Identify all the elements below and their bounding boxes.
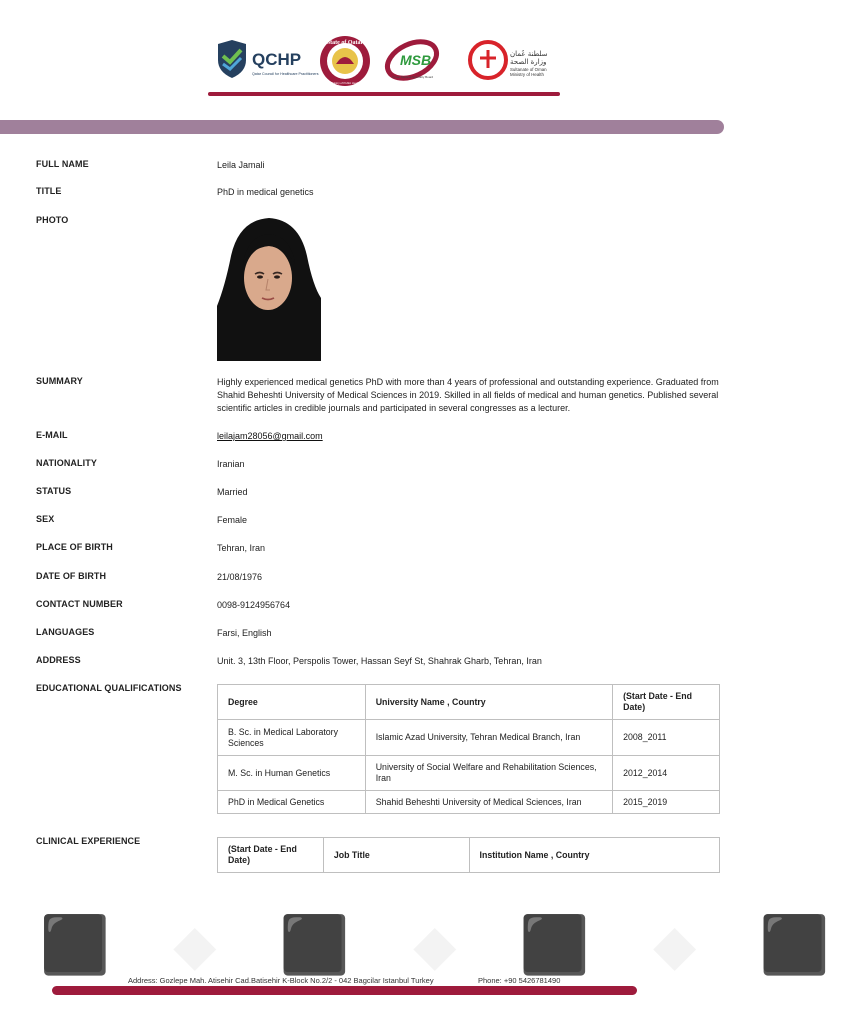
table-row: [218, 720, 720, 756]
oman-ministry-logo: [466, 34, 562, 86]
omsb-logo: [382, 34, 456, 86]
omsb-logo-subtext: Oman Medical Specialty Board: [392, 75, 434, 79]
profile-photo: [217, 216, 321, 361]
qatar-seal-text: State of Qatar: [326, 40, 364, 46]
email-link[interactable]: leilajam28056@gmail.com: [217, 431, 323, 441]
email-label: E-MAIL: [36, 430, 68, 440]
contact-value: 0098-9124956764: [217, 600, 291, 610]
education-dates-cell: 2008_2011: [613, 720, 720, 756]
state-of-qatar-seal: [318, 34, 372, 86]
table-row: [218, 791, 720, 814]
place-of-birth-label: PLACE OF BIRTH: [36, 542, 113, 552]
education-table: [217, 684, 720, 814]
sex-label: SEX: [36, 514, 55, 524]
oman-logo-text: Sultanate of Oman: [510, 67, 547, 72]
place-of-birth-value: Tehran, Iran: [217, 543, 266, 553]
photo-label: PHOTO: [36, 215, 69, 225]
address-label: ADDRESS: [36, 655, 81, 665]
footer-divider: [52, 986, 637, 995]
education-university-cell: Islamic Azad University, Tehran Medical Branch, Iran: [365, 720, 612, 756]
svg-text:سلطنة عُمان: سلطنة عُمان: [510, 50, 548, 58]
date-of-birth-label: DATE OF BIRTH: [36, 571, 107, 581]
nationality-label: NATIONALITY: [36, 458, 97, 468]
title-label: TITLE: [36, 186, 62, 196]
full-name-label: FULL NAME: [36, 159, 89, 169]
education-header-degree: Degree: [218, 685, 366, 720]
header-logos: [214, 34, 564, 90]
table-row: [218, 756, 720, 791]
nationality-value: Iranian: [217, 459, 245, 469]
education-header-dates: (Start Date - End Date): [613, 685, 720, 720]
education-degree-cell: B. Sc. in Medical Laboratory Sciences: [218, 720, 366, 756]
education-label: EDUCATIONAL QUALIFICATIONS: [36, 683, 182, 693]
education-header-row: [218, 685, 720, 720]
qchp-logo-subtext: Qatar Council for Healthcare Practitioners: [252, 72, 319, 76]
footer-phone: Phone: +90 5426781490: [478, 976, 561, 985]
summary-value: Highly experienced medical genetics PhD with more than 4 years of professional and outstanding experience. Graduated from Shahid Beheshti University of Medical Sciences in 2019. Skilled in all fields of medical and human genetics. Published several scientific articles in credible journals and participated in several congresses as a lecturer.: [217, 377, 719, 413]
education-degree-cell: M. Sc. in Human Genetics: [218, 756, 366, 791]
address-value: Unit. 3, 13th Floor, Perspolis Tower, Hassan Seyf St, Shahrak Gharb, Tehran, Iran: [217, 656, 542, 666]
education-degree-cell: PhD in Medical Genetics: [218, 791, 366, 814]
status-label: STATUS: [36, 486, 72, 496]
header-divider: [208, 92, 560, 96]
clinical-header-dates: (Start Date - End Date): [218, 838, 324, 873]
title-value: PhD in medical genetics: [217, 187, 314, 197]
summary-label: SUMMARY: [36, 376, 83, 386]
education-dates-cell: 2012_2014: [613, 756, 720, 791]
clinical-header-institution: Institution Name , Country: [469, 838, 720, 873]
clinical-header-job-title: Job Title: [323, 838, 469, 873]
languages-label: LANGUAGES: [36, 627, 95, 637]
status-value: Married: [217, 487, 248, 497]
education-university-cell: Shahid Beheshti University of Medical Sciences, Iran: [365, 791, 612, 814]
section-band: [0, 120, 724, 134]
education-university-cell: University of Social Welfare and Rehabilitation Sciences, Iran: [365, 756, 612, 791]
full-name-value: Leila Jamali: [217, 160, 265, 170]
clinical-experience-table: [217, 837, 720, 873]
footer-watermark: ⬛ ◆ ⬛ ◆ ⬛ ◆ ⬛: [40, 913, 853, 976]
sex-value: Female: [217, 515, 248, 525]
date-of-birth-value: 21/08/1976: [217, 572, 263, 582]
languages-value: Farsi, English: [217, 628, 272, 638]
clinical-experience-label: CLINICAL EXPERIENCE: [36, 836, 141, 846]
oman-logo-subtext: Ministry of Health: [510, 72, 544, 77]
omsb-logo-text: MSB: [400, 52, 432, 68]
qatar-seal-subtext: Ministry of Public Health: [330, 81, 360, 85]
qchp-logo-text: QCHP: [252, 50, 302, 69]
clinical-header-row: [218, 838, 720, 873]
education-header-university: University Name , Country: [365, 685, 612, 720]
svg-text:وزارة الصحة: وزارة الصحة: [510, 58, 547, 66]
contact-label: CONTACT NUMBER: [36, 599, 123, 609]
education-dates-cell: 2015_2019: [613, 791, 720, 814]
qchp-logo: [216, 34, 319, 86]
footer-address: Address: Gozlepe Mah. Atisehir Cad.Batisehir K-Block No.2/2 - 042 Bagcilar Istanbul Turkey: [128, 976, 434, 985]
